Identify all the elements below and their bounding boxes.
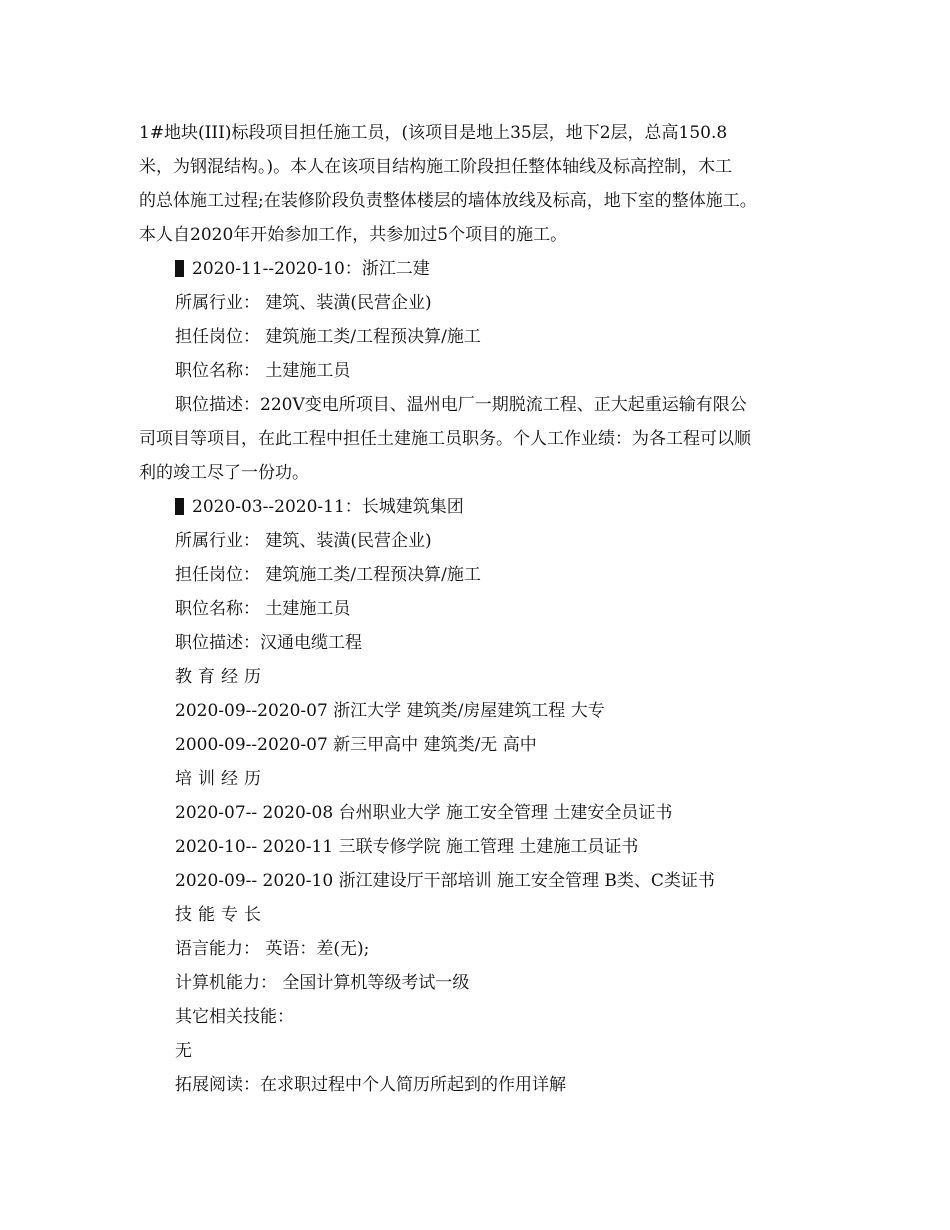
- section-heading-skills: 技能专长: [175, 905, 267, 925]
- job-description-line: 职位描述：220V变电所项目、温州电厂一期脱流工程、正大起重运输有限公: [175, 395, 747, 415]
- skill-computer: 计算机能力： 全国计算机等级考试一级: [175, 973, 470, 993]
- skill-language: 语言能力： 英语：差(无);: [175, 939, 370, 959]
- extended-reading: 拓展阅读：在求职过程中个人简历所起到的作用详解: [175, 1075, 566, 1095]
- intro-line: 的总体施工过程;在装修阶段负责整体楼层的墙体放线及标高，地下室的整体施工。: [139, 191, 757, 211]
- training-item: 2020-09-- 2020-10 浙江建设厅干部培训 施工安全管理 B类、C类证书: [175, 871, 715, 891]
- section-heading-training: 培训经历: [175, 769, 267, 789]
- job-header: [139, 490, 839, 524]
- job-description-line: 利的竣工尽了一份功。: [139, 463, 309, 483]
- training-item: 2020-07-- 2020-08 台州职业大学 施工安全管理 土建安全员证书: [175, 803, 673, 823]
- resume-content: [139, 116, 839, 1102]
- education-item: 2000-09--2020-07 新三甲高中 建筑类/无 高中: [175, 735, 537, 755]
- job-industry: 所属行业： 建筑、装潢(民营企业): [175, 531, 432, 551]
- job-header-text: 2020-03--2020-11：长城建筑集团: [192, 497, 464, 517]
- job-description-line: 司项目等项目，在此工程中担任土建施工员职务。个人工作业绩：为各工程可以顺: [139, 429, 751, 449]
- section-heading-education: 教育经历: [175, 667, 267, 687]
- skill-other-value: 无: [175, 1041, 192, 1061]
- education-item: 2020-09--2020-07 浙江大学 建筑类/房屋建筑工程 大专: [175, 701, 605, 721]
- job-position: 担任岗位： 建筑施工类/工程预决算/施工: [175, 565, 481, 585]
- bullet-icon: [175, 260, 184, 277]
- training-item: 2020-10-- 2020-11 三联专修学院 施工管理 土建施工员证书: [175, 837, 639, 857]
- skill-other-label: 其它相关技能：: [175, 1007, 294, 1027]
- job-title: 职位名称： 土建施工员: [175, 361, 351, 381]
- intro-line: 1#地块(III)标段项目担任施工员，(该项目是地上35层，地下2层，总高150.8: [139, 123, 728, 143]
- job-description: 职位描述：汉通电缆工程: [175, 633, 362, 653]
- intro-line: 本人自2020年开始参加工作，共参加过5个项目的施工。: [139, 225, 568, 245]
- bullet-icon: [175, 498, 184, 515]
- job-position: 担任岗位： 建筑施工类/工程预决算/施工: [175, 327, 481, 347]
- job-header-text: 2020-11--2020-10：浙江二建: [192, 259, 430, 279]
- job-header: [139, 252, 839, 286]
- job-title: 职位名称： 土建施工员: [175, 599, 351, 619]
- job-industry: 所属行业： 建筑、装潢(民营企业): [175, 293, 432, 313]
- intro-line: 米，为钢混结构。)。本人在该项目结构施工阶段担任整体轴线及标高控制，木工: [139, 157, 733, 177]
